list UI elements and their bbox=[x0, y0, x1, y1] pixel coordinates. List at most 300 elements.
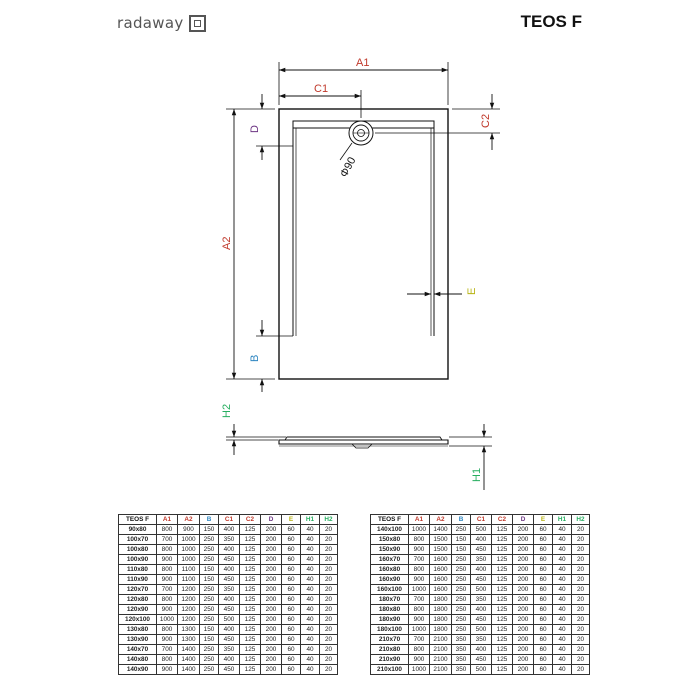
c1-label: C1 bbox=[314, 83, 329, 95]
model-cell: 110x80 bbox=[119, 565, 157, 575]
value-cell: 60 bbox=[282, 525, 301, 535]
model-cell: 140x90 bbox=[119, 665, 157, 675]
table-header-row bbox=[119, 515, 338, 525]
value-cell: 125 bbox=[492, 665, 513, 675]
value-cell: 1600 bbox=[430, 585, 452, 595]
model-cell: 160x80 bbox=[371, 565, 409, 575]
value-cell: 800 bbox=[409, 535, 430, 545]
value-cell: 900 bbox=[157, 635, 178, 645]
value-cell: 20 bbox=[320, 585, 338, 595]
value-cell: 200 bbox=[513, 535, 534, 545]
value-cell: 60 bbox=[534, 645, 553, 655]
value-cell: 400 bbox=[219, 565, 240, 575]
value-cell: 40 bbox=[301, 635, 320, 645]
value-cell: 60 bbox=[282, 605, 301, 615]
value-cell: 450 bbox=[219, 665, 240, 675]
value-cell: 20 bbox=[320, 595, 338, 605]
value-cell: 20 bbox=[572, 625, 590, 635]
value-cell: 40 bbox=[301, 645, 320, 655]
value-cell: 40 bbox=[301, 565, 320, 575]
value-cell: 800 bbox=[157, 655, 178, 665]
table-row bbox=[371, 525, 590, 535]
value-cell: 250 bbox=[452, 595, 471, 605]
b-label: B bbox=[249, 354, 261, 362]
value-cell: 1000 bbox=[178, 535, 200, 545]
value-cell: 60 bbox=[282, 655, 301, 665]
value-cell: 40 bbox=[553, 645, 572, 655]
value-cell: 250 bbox=[452, 585, 471, 595]
value-cell: 40 bbox=[553, 575, 572, 585]
table-header-cell: C1 bbox=[219, 515, 240, 525]
value-cell: 700 bbox=[157, 535, 178, 545]
table-row bbox=[119, 575, 338, 585]
value-cell: 450 bbox=[471, 545, 492, 555]
value-cell: 125 bbox=[240, 535, 261, 545]
value-cell: 350 bbox=[452, 655, 471, 665]
model-cell: 120x90 bbox=[119, 605, 157, 615]
table-header-cell: H2 bbox=[320, 515, 338, 525]
value-cell: 200 bbox=[261, 615, 282, 625]
value-cell: 500 bbox=[219, 615, 240, 625]
value-cell: 450 bbox=[471, 575, 492, 585]
model-cell: 150x90 bbox=[371, 545, 409, 555]
phi-label: Φ90 bbox=[338, 155, 359, 180]
table-row bbox=[119, 595, 338, 605]
value-cell: 60 bbox=[282, 535, 301, 545]
value-cell: 700 bbox=[409, 595, 430, 605]
value-cell: 125 bbox=[492, 565, 513, 575]
value-cell: 20 bbox=[320, 625, 338, 635]
value-cell: 1800 bbox=[430, 595, 452, 605]
value-cell: 40 bbox=[301, 585, 320, 595]
value-cell: 200 bbox=[513, 665, 534, 675]
value-cell: 250 bbox=[200, 665, 219, 675]
value-cell: 20 bbox=[320, 605, 338, 615]
value-cell: 150 bbox=[452, 535, 471, 545]
model-cell: 210x90 bbox=[371, 655, 409, 665]
value-cell: 350 bbox=[471, 595, 492, 605]
value-cell: 200 bbox=[513, 585, 534, 595]
value-cell: 900 bbox=[157, 575, 178, 585]
a1-label: A1 bbox=[356, 57, 370, 69]
value-cell: 1000 bbox=[409, 525, 430, 535]
d-label: D bbox=[249, 125, 261, 133]
value-cell: 400 bbox=[219, 525, 240, 535]
table-row bbox=[119, 585, 338, 595]
value-cell: 150 bbox=[200, 625, 219, 635]
value-cell: 20 bbox=[320, 615, 338, 625]
table-header-cell: A2 bbox=[430, 515, 452, 525]
value-cell: 125 bbox=[240, 585, 261, 595]
table-header-cell: D bbox=[513, 515, 534, 525]
table-header-cell: H1 bbox=[553, 515, 572, 525]
model-cell: 120x80 bbox=[119, 595, 157, 605]
c2-label: C2 bbox=[480, 113, 492, 128]
value-cell: 1600 bbox=[430, 555, 452, 565]
value-cell: 20 bbox=[572, 635, 590, 645]
value-cell: 800 bbox=[157, 525, 178, 535]
value-cell: 350 bbox=[452, 645, 471, 655]
value-cell: 20 bbox=[320, 525, 338, 535]
model-cell: 90x80 bbox=[119, 525, 157, 535]
value-cell: 60 bbox=[282, 615, 301, 625]
value-cell: 60 bbox=[534, 615, 553, 625]
value-cell: 350 bbox=[452, 665, 471, 675]
value-cell: 20 bbox=[572, 555, 590, 565]
value-cell: 250 bbox=[452, 575, 471, 585]
value-cell: 1300 bbox=[178, 635, 200, 645]
table-row bbox=[119, 555, 338, 565]
value-cell: 450 bbox=[219, 555, 240, 565]
value-cell: 125 bbox=[240, 545, 261, 555]
value-cell: 40 bbox=[301, 625, 320, 635]
value-cell: 200 bbox=[513, 625, 534, 635]
value-cell: 200 bbox=[261, 595, 282, 605]
table-row bbox=[119, 545, 338, 555]
value-cell: 1500 bbox=[430, 545, 452, 555]
value-cell: 200 bbox=[513, 655, 534, 665]
value-cell: 700 bbox=[409, 555, 430, 565]
value-cell: 900 bbox=[409, 655, 430, 665]
value-cell: 40 bbox=[301, 525, 320, 535]
value-cell: 800 bbox=[409, 605, 430, 615]
value-cell: 125 bbox=[492, 605, 513, 615]
value-cell: 20 bbox=[320, 575, 338, 585]
value-cell: 1200 bbox=[178, 605, 200, 615]
value-cell: 1300 bbox=[178, 625, 200, 635]
value-cell: 60 bbox=[534, 595, 553, 605]
value-cell: 800 bbox=[157, 545, 178, 555]
model-cell: 130x80 bbox=[119, 625, 157, 635]
value-cell: 200 bbox=[261, 555, 282, 565]
value-cell: 20 bbox=[572, 615, 590, 625]
table-header-cell: C2 bbox=[492, 515, 513, 525]
table-header-cell: A2 bbox=[178, 515, 200, 525]
value-cell: 1600 bbox=[430, 575, 452, 585]
value-cell: 900 bbox=[409, 615, 430, 625]
tray-outline bbox=[279, 109, 448, 379]
value-cell: 20 bbox=[572, 575, 590, 585]
value-cell: 1400 bbox=[178, 645, 200, 655]
value-cell: 900 bbox=[157, 665, 178, 675]
value-cell: 1500 bbox=[430, 535, 452, 545]
value-cell: 350 bbox=[471, 555, 492, 565]
model-cell: 160x100 bbox=[371, 585, 409, 595]
value-cell: 400 bbox=[219, 545, 240, 555]
table-header-cell: B bbox=[452, 515, 471, 525]
value-cell: 250 bbox=[200, 585, 219, 595]
value-cell: 1600 bbox=[430, 565, 452, 575]
value-cell: 200 bbox=[513, 555, 534, 565]
dimensions-table-right bbox=[370, 514, 590, 675]
value-cell: 200 bbox=[513, 645, 534, 655]
value-cell: 60 bbox=[534, 655, 553, 665]
value-cell: 200 bbox=[261, 545, 282, 555]
h1-label: H1 bbox=[471, 467, 483, 482]
value-cell: 200 bbox=[261, 535, 282, 545]
table-header-cell: C1 bbox=[471, 515, 492, 525]
table-row bbox=[371, 635, 590, 645]
table-header-cell: E bbox=[282, 515, 301, 525]
value-cell: 1400 bbox=[178, 655, 200, 665]
value-cell: 40 bbox=[553, 655, 572, 665]
model-cell: 110x90 bbox=[119, 575, 157, 585]
value-cell: 1000 bbox=[409, 665, 430, 675]
value-cell: 60 bbox=[534, 625, 553, 635]
model-cell: 210x80 bbox=[371, 645, 409, 655]
value-cell: 350 bbox=[471, 635, 492, 645]
value-cell: 125 bbox=[240, 575, 261, 585]
value-cell: 200 bbox=[261, 585, 282, 595]
value-cell: 200 bbox=[513, 605, 534, 615]
value-cell: 125 bbox=[240, 665, 261, 675]
value-cell: 900 bbox=[409, 575, 430, 585]
value-cell: 200 bbox=[261, 575, 282, 585]
value-cell: 125 bbox=[240, 655, 261, 665]
value-cell: 250 bbox=[200, 645, 219, 655]
value-cell: 150 bbox=[200, 635, 219, 645]
value-cell: 400 bbox=[219, 625, 240, 635]
value-cell: 200 bbox=[513, 595, 534, 605]
value-cell: 800 bbox=[157, 625, 178, 635]
value-cell: 20 bbox=[572, 535, 590, 545]
value-cell: 200 bbox=[261, 655, 282, 665]
value-cell: 60 bbox=[282, 575, 301, 585]
e-label: E bbox=[466, 287, 478, 295]
model-cell: 100x70 bbox=[119, 535, 157, 545]
value-cell: 60 bbox=[534, 575, 553, 585]
model-cell: 180x70 bbox=[371, 595, 409, 605]
value-cell: 1000 bbox=[178, 555, 200, 565]
value-cell: 60 bbox=[534, 585, 553, 595]
value-cell: 60 bbox=[282, 635, 301, 645]
value-cell: 350 bbox=[219, 645, 240, 655]
value-cell: 150 bbox=[452, 545, 471, 555]
value-cell: 60 bbox=[282, 545, 301, 555]
value-cell: 125 bbox=[240, 625, 261, 635]
value-cell: 40 bbox=[553, 635, 572, 645]
value-cell: 500 bbox=[471, 525, 492, 535]
value-cell: 125 bbox=[492, 575, 513, 585]
value-cell: 900 bbox=[157, 555, 178, 565]
table-row bbox=[371, 655, 590, 665]
value-cell: 150 bbox=[200, 575, 219, 585]
value-cell: 400 bbox=[219, 655, 240, 665]
value-cell: 40 bbox=[301, 545, 320, 555]
value-cell: 125 bbox=[492, 625, 513, 635]
value-cell: 40 bbox=[553, 605, 572, 615]
value-cell: 20 bbox=[572, 645, 590, 655]
model-cell: 210x70 bbox=[371, 635, 409, 645]
h2-label: H2 bbox=[221, 403, 233, 418]
value-cell: 150 bbox=[200, 565, 219, 575]
table-header-cell: A1 bbox=[157, 515, 178, 525]
value-cell: 800 bbox=[409, 645, 430, 655]
value-cell: 40 bbox=[301, 555, 320, 565]
model-cell: 210x100 bbox=[371, 665, 409, 675]
value-cell: 125 bbox=[492, 545, 513, 555]
model-cell: 160x70 bbox=[371, 555, 409, 565]
table-header-cell: H1 bbox=[301, 515, 320, 525]
value-cell: 400 bbox=[471, 565, 492, 575]
value-cell: 1400 bbox=[178, 665, 200, 675]
drain-channel bbox=[293, 121, 434, 336]
model-cell: 150x80 bbox=[371, 535, 409, 545]
value-cell: 200 bbox=[261, 625, 282, 635]
value-cell: 400 bbox=[471, 535, 492, 545]
value-cell: 200 bbox=[513, 525, 534, 535]
value-cell: 250 bbox=[452, 605, 471, 615]
value-cell: 20 bbox=[572, 565, 590, 575]
value-cell: 250 bbox=[452, 525, 471, 535]
table-row bbox=[119, 525, 338, 535]
value-cell: 250 bbox=[200, 535, 219, 545]
table-header-cell: A1 bbox=[409, 515, 430, 525]
value-cell: 250 bbox=[200, 615, 219, 625]
value-cell: 125 bbox=[240, 525, 261, 535]
value-cell: 200 bbox=[261, 605, 282, 615]
value-cell: 60 bbox=[534, 665, 553, 675]
value-cell: 40 bbox=[553, 555, 572, 565]
value-cell: 500 bbox=[471, 625, 492, 635]
value-cell: 20 bbox=[320, 665, 338, 675]
value-cell: 60 bbox=[282, 665, 301, 675]
value-cell: 400 bbox=[219, 595, 240, 605]
model-cell: 140x100 bbox=[371, 525, 409, 535]
tray-side-view bbox=[279, 437, 448, 448]
model-cell: 140x70 bbox=[119, 645, 157, 655]
value-cell: 250 bbox=[200, 555, 219, 565]
table-row bbox=[371, 585, 590, 595]
value-cell: 450 bbox=[219, 605, 240, 615]
model-cell: 180x90 bbox=[371, 615, 409, 625]
table-row bbox=[119, 665, 338, 675]
value-cell: 2100 bbox=[430, 635, 452, 645]
table-row bbox=[371, 555, 590, 565]
value-cell: 250 bbox=[452, 565, 471, 575]
value-cell: 40 bbox=[553, 625, 572, 635]
value-cell: 250 bbox=[200, 545, 219, 555]
value-cell: 200 bbox=[513, 575, 534, 585]
value-cell: 200 bbox=[513, 545, 534, 555]
value-cell: 60 bbox=[282, 585, 301, 595]
table-row bbox=[119, 605, 338, 615]
value-cell: 1400 bbox=[430, 525, 452, 535]
product-title: TEOS F bbox=[520, 12, 582, 31]
table-header-cell: TEOS F bbox=[371, 515, 409, 525]
value-cell: 40 bbox=[553, 545, 572, 555]
value-cell: 800 bbox=[157, 565, 178, 575]
value-cell: 60 bbox=[282, 595, 301, 605]
table-header-row bbox=[371, 515, 590, 525]
value-cell: 20 bbox=[320, 535, 338, 545]
value-cell: 20 bbox=[572, 585, 590, 595]
value-cell: 350 bbox=[452, 635, 471, 645]
table-row bbox=[119, 645, 338, 655]
value-cell: 40 bbox=[301, 605, 320, 615]
value-cell: 40 bbox=[301, 665, 320, 675]
table-row bbox=[119, 655, 338, 665]
table-row bbox=[371, 595, 590, 605]
value-cell: 125 bbox=[492, 615, 513, 625]
value-cell: 1800 bbox=[430, 605, 452, 615]
value-cell: 1200 bbox=[178, 585, 200, 595]
model-cell: 120x100 bbox=[119, 615, 157, 625]
value-cell: 350 bbox=[219, 535, 240, 545]
value-cell: 800 bbox=[409, 565, 430, 575]
value-cell: 40 bbox=[301, 535, 320, 545]
value-cell: 40 bbox=[553, 665, 572, 675]
value-cell: 250 bbox=[200, 595, 219, 605]
value-cell: 1200 bbox=[178, 595, 200, 605]
value-cell: 125 bbox=[240, 635, 261, 645]
value-cell: 350 bbox=[219, 585, 240, 595]
table-row bbox=[371, 545, 590, 555]
table-row bbox=[371, 615, 590, 625]
model-cell: 100x90 bbox=[119, 555, 157, 565]
value-cell: 40 bbox=[553, 525, 572, 535]
value-cell: 20 bbox=[320, 645, 338, 655]
a2-label: A2 bbox=[221, 236, 233, 250]
value-cell: 60 bbox=[534, 555, 553, 565]
value-cell: 60 bbox=[282, 565, 301, 575]
value-cell: 400 bbox=[471, 645, 492, 655]
value-cell: 200 bbox=[261, 565, 282, 575]
value-cell: 60 bbox=[282, 625, 301, 635]
value-cell: 40 bbox=[301, 655, 320, 665]
table-header-cell: TEOS F bbox=[119, 515, 157, 525]
value-cell: 20 bbox=[320, 565, 338, 575]
value-cell: 20 bbox=[320, 545, 338, 555]
value-cell: 700 bbox=[157, 585, 178, 595]
value-cell: 1200 bbox=[178, 615, 200, 625]
value-cell: 20 bbox=[320, 555, 338, 565]
value-cell: 2100 bbox=[430, 645, 452, 655]
model-cell: 180x80 bbox=[371, 605, 409, 615]
value-cell: 200 bbox=[513, 635, 534, 645]
value-cell: 200 bbox=[513, 565, 534, 575]
value-cell: 40 bbox=[301, 575, 320, 585]
table-row bbox=[371, 645, 590, 655]
table-row bbox=[371, 665, 590, 675]
model-cell: 100x80 bbox=[119, 545, 157, 555]
value-cell: 150 bbox=[200, 525, 219, 535]
table-row bbox=[119, 565, 338, 575]
table-row bbox=[371, 535, 590, 545]
value-cell: 125 bbox=[492, 595, 513, 605]
table-header-cell: H2 bbox=[572, 515, 590, 525]
value-cell: 125 bbox=[240, 645, 261, 655]
value-cell: 900 bbox=[409, 545, 430, 555]
value-cell: 60 bbox=[534, 525, 553, 535]
value-cell: 450 bbox=[219, 635, 240, 645]
value-cell: 60 bbox=[534, 535, 553, 545]
value-cell: 125 bbox=[492, 535, 513, 545]
value-cell: 1000 bbox=[409, 625, 430, 635]
value-cell: 2100 bbox=[430, 655, 452, 665]
value-cell: 700 bbox=[409, 635, 430, 645]
value-cell: 20 bbox=[320, 655, 338, 665]
value-cell: 40 bbox=[301, 595, 320, 605]
value-cell: 200 bbox=[261, 525, 282, 535]
table-header-cell: D bbox=[261, 515, 282, 525]
table-row bbox=[119, 535, 338, 545]
value-cell: 450 bbox=[471, 655, 492, 665]
value-cell: 250 bbox=[200, 655, 219, 665]
value-cell: 125 bbox=[240, 565, 261, 575]
value-cell: 20 bbox=[572, 545, 590, 555]
value-cell: 1000 bbox=[157, 615, 178, 625]
